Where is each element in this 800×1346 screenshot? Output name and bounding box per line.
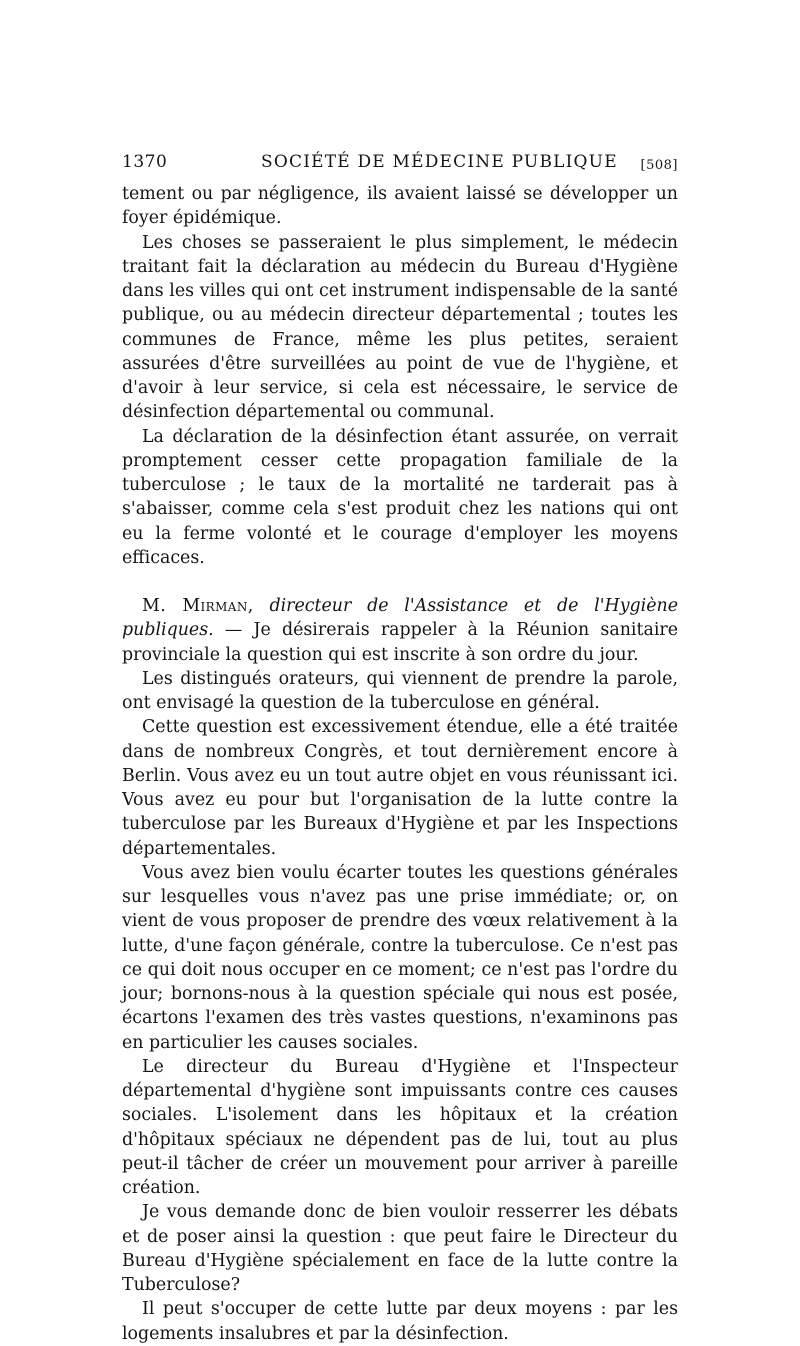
- paragraph: Il peut s'occuper de cette lutte par deux moyens : par les logements insalubres et par la désinfection.: [122, 1299, 678, 1344]
- running-head: [122, 148, 678, 182]
- paragraph: Le directeur du Bureau d'Hygiène et l'Inspecteur départemental d'hygiène sont impuissants contre ces causes sociales. L'isolement dans les hôpitaux et la création d'hôpitaux spéciaux ne dépendent pas de lui, tout au plus peut-il tâcher de créer un mouvement pour arriver à pareille création.: [122, 1056, 678, 1198]
- paragraph: Les choses se passeraient le plus simplement, le médecin traitant fait la déclaration au médecin du Bureau d'Hygiène dans les villes qui ont cet instrument indispensable de la santé publique, ou au médecin directeur départemental ; toutes les communes de France, même les plus petites, seraient assurées d'être surveillées au point de vue de l'hygiène, et d'avoir à leur service, si cela est nécessaire, le service de désinfection départemental ou communal.: [122, 232, 678, 423]
- speech-opening: [122, 594, 678, 667]
- speaker-title: directeur de l'Assistance et de l'Hygiène publiques.: [122, 596, 678, 641]
- paragraph: Cette question est excessivement étendue, elle a été traitée dans de nombreux Congrès, et tout dernièrement encore à Berlin. Vous avez eu un tout autre objet en vous réunissant ici. Vous avez eu pour but l'organisation de la lutte contre la tuberculose par les Bureaux d'Hygiène et par les Inspections départementales.: [122, 717, 678, 859]
- paragraph: Les distingués orateurs, qui viennent de prendre la parole, ont envisagé la question de la tuberculose en général.: [122, 668, 678, 713]
- paragraph: Je vous demande donc de bien vouloir resserrer les débats et de poser ainsi la question : que peut faire le Directeur du Bureau d'Hygiène spécialement en face de la lutte contre la Tuberculose?: [122, 1202, 678, 1295]
- paragraph: La déclaration de la désinfection étant assurée, on verrait promptement cesser cette propagation familiale de la tuberculose ; le taux de la mortalité ne tarderait pas à s'abaisser, comme cela s'est produit chez les nations qui ont eu la ferme volonté et le courage d'employer les moyens efficaces.: [122, 426, 678, 568]
- speech-opening-text: — Je désirerais rappeler à la Réunion sanitaire provinciale la question qui est inscrite à son ordre du jour.: [122, 620, 678, 665]
- paragraph: Vous avez bien voulu écarter toutes les questions générales sur lesquelles vous n'avez pas une prise immédiate; or, on vient de vous proposer de prendre des vœux relativement à la lutte, d'une façon générale, contre la tuberculose. Ce n'est pas ce qui doit nous occuper en ce moment; ce n'est pas l'ordre du jour; bornons-nous à la question spéciale qui nous est posée, écartons l'examen des très vastes questions, n'examinons pas en particulier les causes sociales.: [122, 862, 678, 1053]
- paragraph: tement ou par négligence, ils avaient laissé se développer un foyer épidémique.: [122, 184, 678, 229]
- page-reference: [508]: [640, 158, 678, 173]
- page: [122, 148, 678, 1346]
- page-number: 1370: [122, 152, 168, 172]
- running-title: SOCIÉTÉ DE MÉDECINE PUBLIQUE: [261, 152, 618, 172]
- body-text: [122, 182, 678, 1346]
- speaker-name: M. Mirman,: [142, 596, 254, 616]
